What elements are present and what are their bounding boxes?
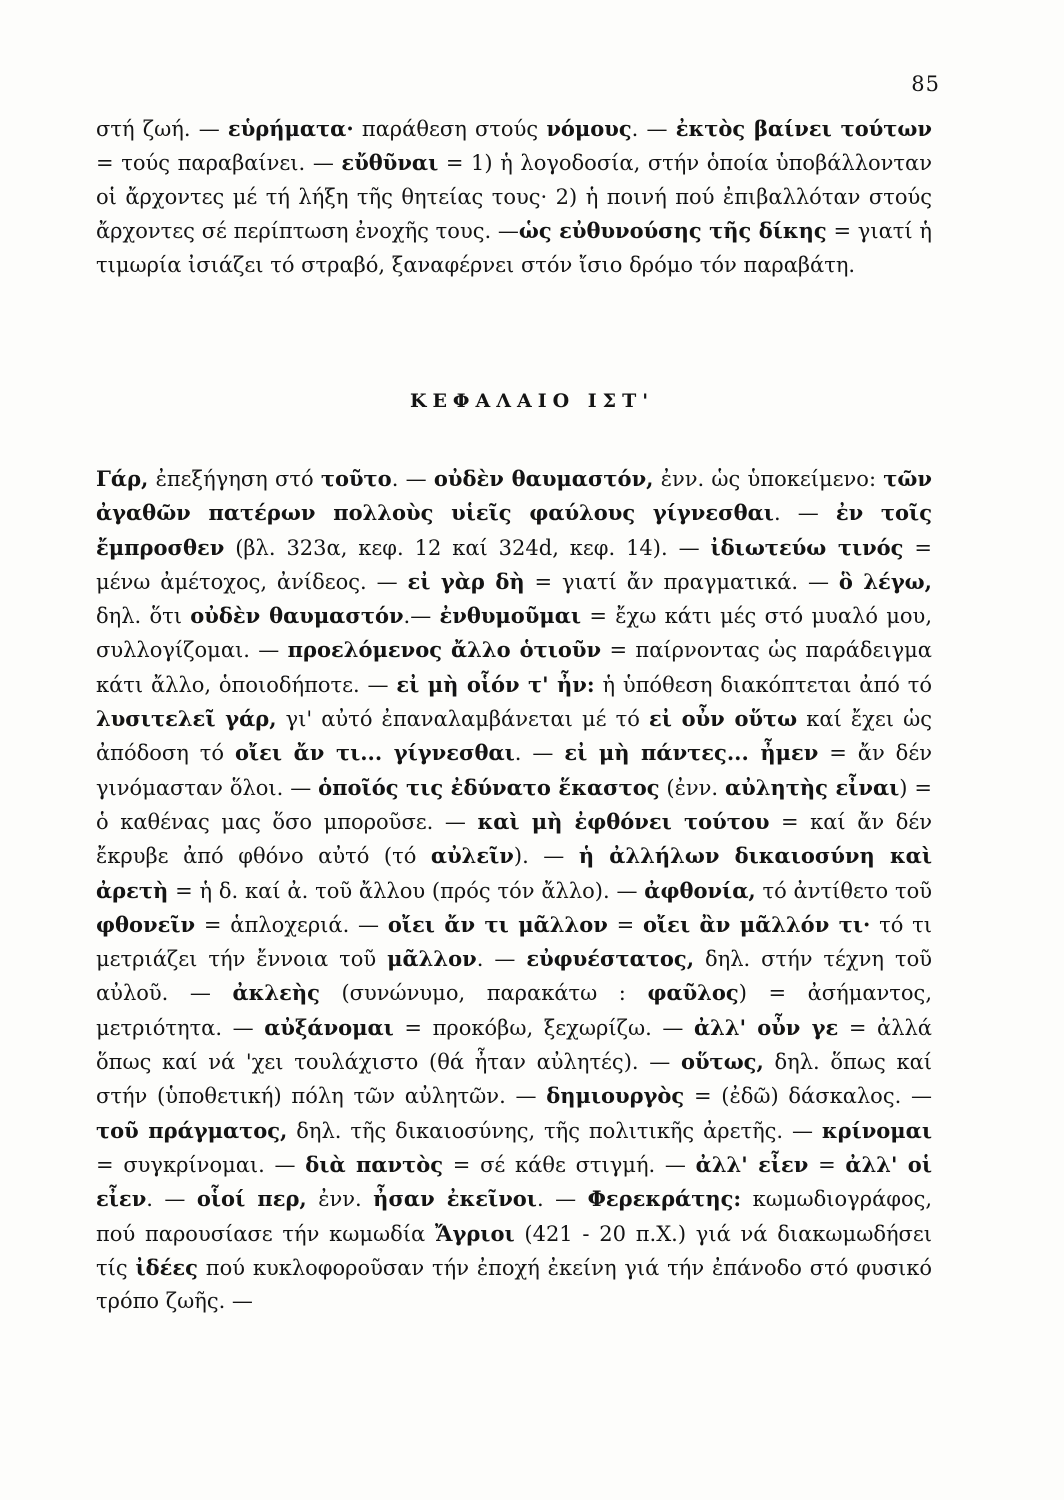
lemma-term: ὡς εὐθυνούσης τῆς δίκης	[518, 218, 827, 243]
commentary-text: = γιατί ἡ τιμωρία ἰσιάζει τό στραβό, ξαναφέρνει στόν ἴσιο δρόμο τόν παραβάτη.	[96, 219, 932, 277]
lemma-term: ὁποῖός τις ἐδύνατο ἕκαστος	[318, 774, 660, 800]
lemma-term: διὰ παντὸς	[305, 1151, 444, 1177]
lemma-term: ἡ ἀλλήλων δικαιοσύνη καὶ ἀρετὴ	[96, 843, 933, 903]
commentary-text: πού κυκλοφοροῦσαν τήν ἐποχή ἐκείνη γιά τήν ἐπάνοδο στό φυσικό τρόπο ζωῆς. —	[96, 1255, 932, 1314]
commentary-text: δηλ. ὅπως καί στήν (ὑποθετική) πόλη τῶν αὐλητῶν. —	[96, 1050, 932, 1109]
commentary-text: (ἐνν.	[659, 775, 726, 800]
commentary-text: = τούς παραβαίνει. —	[96, 151, 342, 175]
commentary-text: παράθεση στούς	[353, 117, 547, 141]
lemma-term: εὔθῦναι	[341, 150, 439, 175]
lemma-term: ἀφθονία,	[644, 877, 756, 903]
lemma-term: ἰδέες	[135, 1254, 198, 1280]
lemma-term: εἰ μὴ οἷόν τ' ἦν:	[396, 671, 595, 697]
commentary-text: ἡ ὑπόθεση διακόπτεται ἀπό τό	[594, 672, 932, 697]
commentary-text: = παίρνοντας ὡς παράδειγμα κάτι ἄλλο, ὁποιοδήποτε. —	[96, 638, 932, 697]
lemma-term: οὐδὲν θαυμαστόν	[190, 603, 404, 629]
commentary-text: . —	[391, 467, 434, 491]
lemma-term: εἰ οὖν οὕτω	[648, 706, 798, 732]
lemma-term: καὶ μὴ ἐφθόνει τούτου	[477, 808, 770, 834]
lemma-term: ὃ λέγω,	[838, 568, 932, 594]
commentary-text: τό ἀντίθετο τοῦ	[755, 878, 932, 903]
lemma-term: οἴει ἄν τι... γίγνεσθαι	[234, 740, 515, 766]
commentary-paragraph	[96, 112, 932, 282]
commentary-text: (βλ. 323α, κεφ. 12 καί 324d, κεφ. 14). —	[224, 535, 711, 560]
commentary-text: . —	[146, 1187, 197, 1212]
commentary-text: δηλ. τῆς δικαιοσύνης, τῆς πολιτικῆς ἀρετῆς. —	[287, 1118, 822, 1143]
commentary-text: =	[808, 1152, 846, 1177]
lemma-term: τοῦ πράγματος,	[96, 1117, 288, 1143]
commentary-text: στή ζωή. —	[96, 117, 228, 141]
lemma-term: κρίνομαι	[821, 1117, 932, 1143]
lemma-term: εἰ μὴ πάντες... ἦμεν	[564, 740, 819, 766]
commentary-text: = σέ κάθε στιγμή. —	[443, 1152, 696, 1177]
page-number: 85	[911, 72, 940, 96]
lemma-term: λυσιτελεῖ γάρ,	[96, 706, 277, 732]
commentary-text: . —	[514, 741, 565, 766]
lemma-term: τοῦτο	[320, 466, 392, 491]
commentary-text: = ἀλλά ὅπως καί νά 'χει τουλάχιστο (θά ἦταν αὐλητές). —	[96, 1015, 932, 1075]
commentary-text: = ἡ δ. καί ἀ. τοῦ ἄλλου (πρός τόν ἄλλο). —	[168, 878, 645, 903]
commentary-text: = καί ἄν δέν ἔκρυβε ἀπό φθόνο αὐτό (τό	[96, 809, 933, 869]
commentary-text: ). —	[513, 844, 579, 869]
lemma-term: εἰ γὰρ δὴ	[407, 568, 525, 594]
commentary-text: . —	[773, 501, 836, 526]
lemma-term: οἷοί περ,	[196, 1186, 307, 1212]
lemma-term: ἀκλεὴς	[232, 980, 320, 1006]
lemma-term: οἴει ἂν μᾶλλόν τι·	[643, 911, 871, 937]
commentary-text: ἐνν. ὡς ὑποκείμενο:	[653, 467, 884, 491]
commentary-text: γι' αὐτό ἐπαναλαμβάνεται μέ τό	[276, 707, 649, 732]
lemma-term: φαῦλος	[647, 980, 739, 1006]
lemma-term: νόμους	[546, 116, 632, 141]
commentary-text: = 1) ἡ λογοδοσία, στήν ὁποία ὑποβάλλονταν οἱ ἄρχοντες μέ τή λήξη τῆς θητείας τους· 2) ἡ ποινή πού ἐπιβαλλόταν στούς ἄρχοντες σέ περίπτωση ἐνοχῆς τους. —	[96, 151, 932, 243]
lemma-term: ἀλλ' οἱ εἶεν	[96, 1151, 932, 1212]
commentary-text: = προκόβω, ξεχωρίζω. —	[393, 1015, 694, 1040]
commentary-text: ) = ἀσήμαντος, μετριότητα. —	[96, 981, 932, 1040]
lemma-term: Φερεκράτης:	[587, 1186, 742, 1212]
commentary-text: = μένω ἀμέτοχος, ἀνίδεος. —	[96, 535, 932, 594]
lemma-term: Γάρ,	[96, 466, 149, 491]
lemma-term: φθονεῖν	[96, 911, 196, 937]
commentary-paragraph	[96, 462, 932, 1318]
lemma-term: αὐλητὴς εἶναι	[725, 774, 900, 800]
commentary-text: τό τι μετριάζει τήν ἔννοια τοῦ	[96, 912, 932, 972]
chapter-heading: ΚΕΦΑΛΑΙΟ ΙΣΤ'	[409, 390, 655, 412]
commentary-text: =	[607, 912, 644, 937]
lemma-term: αὐξάνομαι	[264, 1014, 394, 1040]
lemma-term: ἐν τοῖς ἔμπροσθεν	[96, 500, 933, 560]
lemma-term: ἦσαν ἐκεῖνοι	[373, 1186, 537, 1212]
lemma-term: δημιουργὸς	[546, 1083, 685, 1109]
lemma-term: ἀλλ' εἶεν	[695, 1151, 809, 1177]
lemma-term: προελόμενος ἄλλο ὁτιοῦν	[287, 637, 602, 663]
commentary-text: (421 - 20 π.Χ.) γιά νά διακωμωδήσει τίς	[96, 1221, 932, 1280]
lemma-term: ἀλλ' οὖν γε	[693, 1014, 839, 1040]
lemma-term: εὐφυέστατος,	[526, 946, 695, 972]
lemma-term: οὕτως,	[680, 1049, 764, 1075]
lemma-term: τῶν ἀγαθῶν πατέρων πολλοὺς υἱεῖς φαύλους γίγνεσθαι	[96, 466, 932, 526]
commentary-text: . —	[536, 1187, 588, 1212]
commentary-text: ἐπεξήγηση στό	[148, 467, 321, 491]
lemma-term: ἐνθυμοῦμαι	[439, 603, 582, 629]
commentary-text: = ἁπλοχεριά. —	[195, 912, 388, 937]
lemma-term: οἴει ἄν τι μᾶλλον	[387, 911, 608, 937]
commentary-text: ἐνν.	[306, 1187, 374, 1212]
commentary-text: δηλ. στήν τέχνη τοῦ αὐλοῦ. —	[96, 947, 932, 1006]
lemma-term: Ἄγριοι	[435, 1220, 515, 1246]
lemma-term: αὐλεῖν	[430, 843, 514, 869]
commentary-text: . —	[631, 117, 676, 141]
commentary-text: = γιατί ἄν πραγματικά. —	[524, 569, 839, 594]
commentary-text: .—	[403, 604, 440, 629]
commentary-text: = ἔχω κάτι μές στό μυαλό μου, συλλογίζομαι. —	[96, 604, 932, 663]
commentary-text: (συνώνυμο, παρακάτω :	[319, 981, 648, 1006]
lemma-term: μᾶλλον	[387, 946, 477, 972]
lemma-term: ἰδιωτεύω τινός	[710, 534, 904, 560]
commentary-text: = (ἐδῶ) δάσκαλος. —	[684, 1084, 932, 1109]
lemma-term: οὐδὲν θαυμαστόν,	[433, 466, 654, 491]
commentary-text: ) = ὁ καθένας μας ὅσο μποροῦσε. —	[96, 775, 932, 834]
commentary-text: = συγκρίνομαι. —	[96, 1152, 306, 1177]
commentary-text: = ἄν δέν γινόμασταν ὅλοι. —	[96, 741, 932, 800]
commentary-text: κωμωδιογράφος, πού παρουσίασε τήν κωμωδία	[96, 1187, 933, 1246]
commentary-text: . —	[476, 947, 527, 972]
commentary-text: δηλ. ὅτι	[96, 604, 191, 629]
commentary-text: καί ἔχει ὡς ἀπόδοση τό	[96, 707, 932, 766]
lemma-term: εὑρήματα·	[227, 116, 354, 141]
lemma-term: ἐκτὸς βαίνει τούτων	[675, 116, 932, 141]
